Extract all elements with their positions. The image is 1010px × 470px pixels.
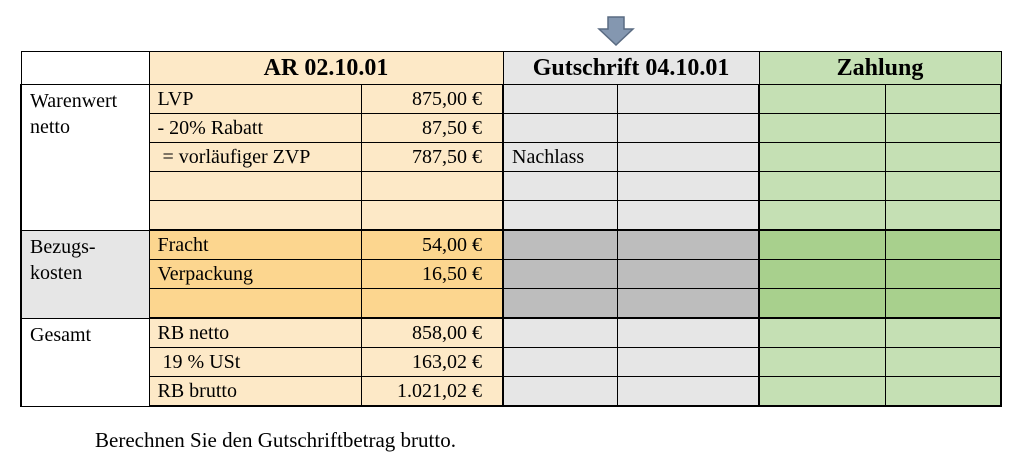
down-arrow-icon (597, 16, 635, 46)
row-amount-rb-netto: 858,00 € (361, 318, 503, 348)
calculation-table (20, 51, 1002, 407)
table-row (21, 318, 1001, 348)
table-row (21, 85, 1001, 114)
gutschrift-cell (503, 318, 617, 348)
table-row (21, 114, 1001, 143)
row-amount-rabatt: 87,50 € (361, 114, 503, 143)
row-label-rabatt: - 20% Rabatt (149, 114, 361, 143)
zahlung-cell (759, 348, 885, 377)
header-empty-cell (21, 52, 149, 85)
row-label-rb-brutto: RB brutto (149, 377, 361, 407)
zahlung-cell (759, 114, 885, 143)
gutschrift-cell (503, 172, 617, 201)
header-zahlung: Zahlung (759, 52, 1001, 85)
empty-cell (361, 201, 503, 231)
row-label-verpackung: Verpackung (149, 260, 361, 289)
header-row (21, 52, 1001, 85)
table-row (21, 143, 1001, 172)
table-row (21, 289, 1001, 319)
row-label-ust: 19 % USt (149, 348, 361, 377)
empty-cell (361, 289, 503, 319)
gutschrift-cell (617, 230, 759, 260)
group-gesamt: Gesamt (21, 318, 149, 406)
zahlung-cell (885, 172, 1001, 201)
gutschrift-nachlass-label: Nachlass (503, 143, 617, 172)
gutschrift-cell (503, 201, 617, 231)
row-label-lvp: LVP (149, 85, 361, 114)
empty-cell (361, 172, 503, 201)
row-label-zvp: = vorläufiger ZVP (149, 143, 361, 172)
table-row (21, 172, 1001, 201)
row-amount-ust: 163,02 € (361, 348, 503, 377)
row-amount-rb-brutto: 1.021,02 € (361, 377, 503, 407)
zahlung-cell (759, 289, 885, 319)
gutschrift-cell (617, 143, 759, 172)
zahlung-cell (885, 377, 1001, 407)
header-gutschrift: Gutschrift 04.10.01 (503, 52, 759, 85)
table-row (21, 260, 1001, 289)
gutschrift-cell (503, 230, 617, 260)
table-row (21, 348, 1001, 377)
gutschrift-cell (503, 348, 617, 377)
row-amount-zvp: 787,50 € (361, 143, 503, 172)
gutschrift-cell (617, 377, 759, 407)
zahlung-cell (759, 143, 885, 172)
gutschrift-cell (503, 114, 617, 143)
row-amount-lvp: 875,00 € (361, 85, 503, 114)
gutschrift-cell (617, 289, 759, 319)
gutschrift-cell (617, 114, 759, 143)
zahlung-cell (885, 348, 1001, 377)
zahlung-cell (885, 201, 1001, 231)
table-row (21, 230, 1001, 260)
gutschrift-cell (503, 85, 617, 114)
row-label-fracht: Fracht (149, 230, 361, 260)
zahlung-cell (885, 260, 1001, 289)
gutschrift-cell (617, 348, 759, 377)
empty-cell (149, 201, 361, 231)
zahlung-cell (885, 318, 1001, 348)
zahlung-cell (759, 318, 885, 348)
zahlung-cell (759, 230, 885, 260)
row-label-rb-netto: RB netto (149, 318, 361, 348)
gutschrift-cell (617, 260, 759, 289)
zahlung-cell (885, 230, 1001, 260)
task-instruction: Berechnen Sie den Gutschriftbetrag brutto. (95, 428, 456, 452)
gutschrift-cell (503, 377, 617, 407)
zahlung-cell (885, 289, 1001, 319)
row-amount-verpackung: 16,50 € (361, 260, 503, 289)
zahlung-cell (759, 85, 885, 114)
empty-cell (149, 172, 361, 201)
group-bezugskosten: Bezugs- kosten (21, 230, 149, 318)
zahlung-cell (885, 143, 1001, 172)
zahlung-cell (759, 201, 885, 231)
gutschrift-cell (503, 289, 617, 319)
table-row (21, 377, 1001, 407)
row-amount-fracht: 54,00 € (361, 230, 503, 260)
header-ar: AR 02.10.01 (149, 52, 503, 85)
zahlung-cell (759, 260, 885, 289)
empty-cell (149, 289, 361, 319)
gutschrift-cell (617, 201, 759, 231)
zahlung-cell (885, 85, 1001, 114)
group-warenwert: Warenwert netto (21, 85, 149, 231)
zahlung-cell (885, 114, 1001, 143)
table-row (21, 201, 1001, 231)
zahlung-cell (759, 172, 885, 201)
gutschrift-cell (617, 172, 759, 201)
gutschrift-cell (617, 85, 759, 114)
gutschrift-cell (503, 260, 617, 289)
gutschrift-cell (617, 318, 759, 348)
zahlung-cell (759, 377, 885, 407)
